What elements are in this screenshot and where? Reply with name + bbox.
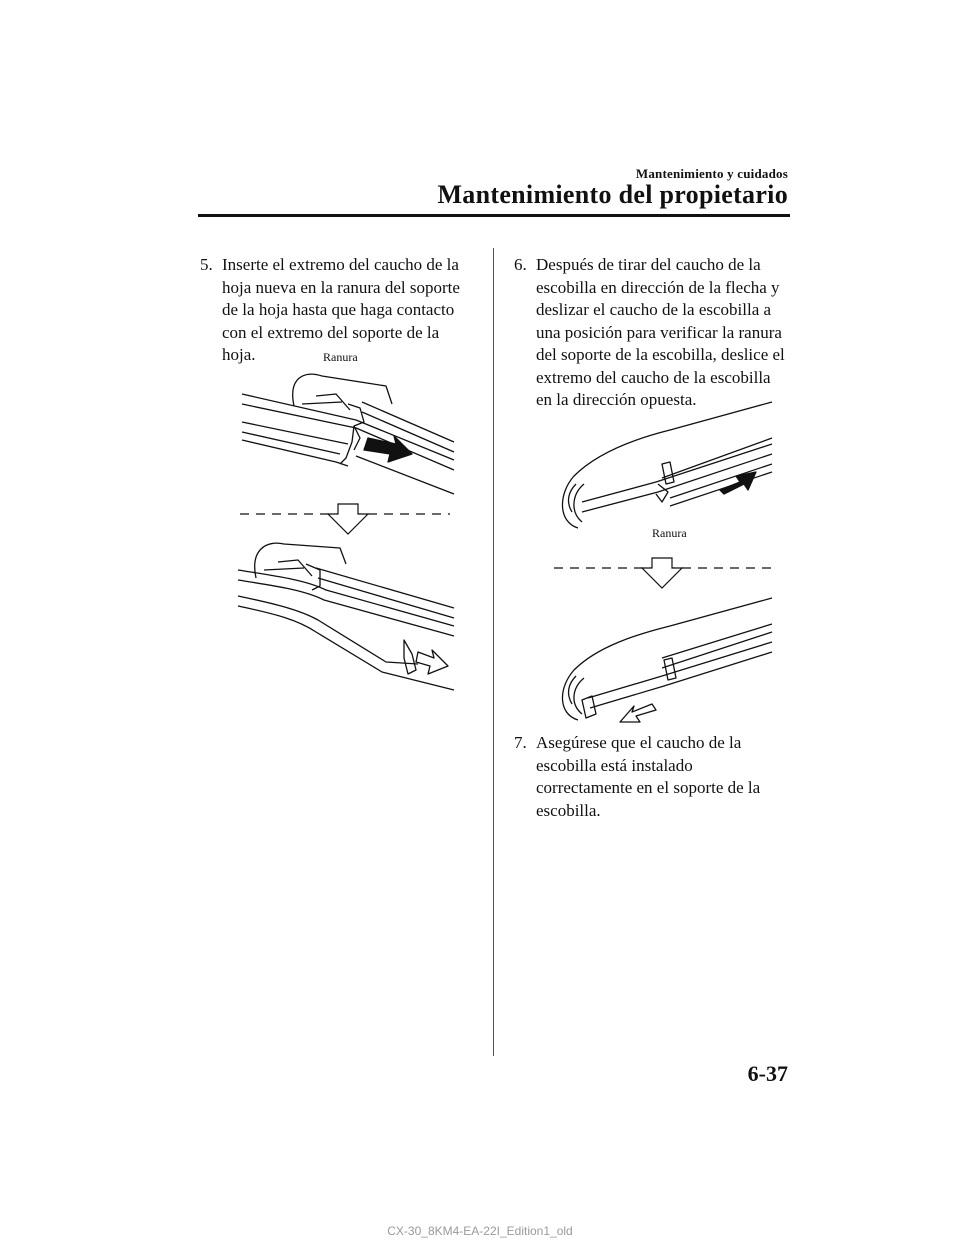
section-title: Mantenimiento y cuidados — [635, 166, 788, 181]
step-7 — [514, 732, 790, 822]
step-number: 5. — [200, 255, 213, 274]
blade-insert-illustration — [236, 364, 462, 696]
step-number: 6. — [514, 255, 527, 274]
step-number: 7. — [514, 733, 527, 752]
blade-slide-illustration — [552, 398, 778, 730]
step-6 — [514, 254, 790, 412]
source-footer: CX-30_8KM4-EA-22I_Edition1_old — [387, 1224, 573, 1238]
header-rule — [198, 214, 790, 217]
page-number: 6-37 — [747, 1061, 788, 1086]
blade-insert-figure — [236, 364, 462, 696]
slot-label: Ranura — [652, 526, 687, 540]
step-text: Inserte el extremo del caucho de la hoja nueva en la ranura del soporte de la hoja hasta que haga contacto con el extremo del soporte de la hoja. — [222, 255, 460, 364]
step-text: Después de tirar del caucho de la escobilla en dirección de la flecha y deslizar el caucho de la escobilla a una posición para verificar la ranura del soporte de la escobilla, deslice el extremo del caucho de la escobilla en la dirección opuesta. — [536, 255, 785, 409]
step-text: Asegúrese que el caucho de la escobilla está instalado correctamente en el soporte de la escobilla. — [536, 733, 761, 820]
blade-slide-figure — [552, 398, 778, 730]
column-divider — [493, 248, 494, 1056]
chapter-title: Mantenimiento del propietario — [437, 180, 788, 209]
slot-label: Ranura — [323, 350, 358, 364]
